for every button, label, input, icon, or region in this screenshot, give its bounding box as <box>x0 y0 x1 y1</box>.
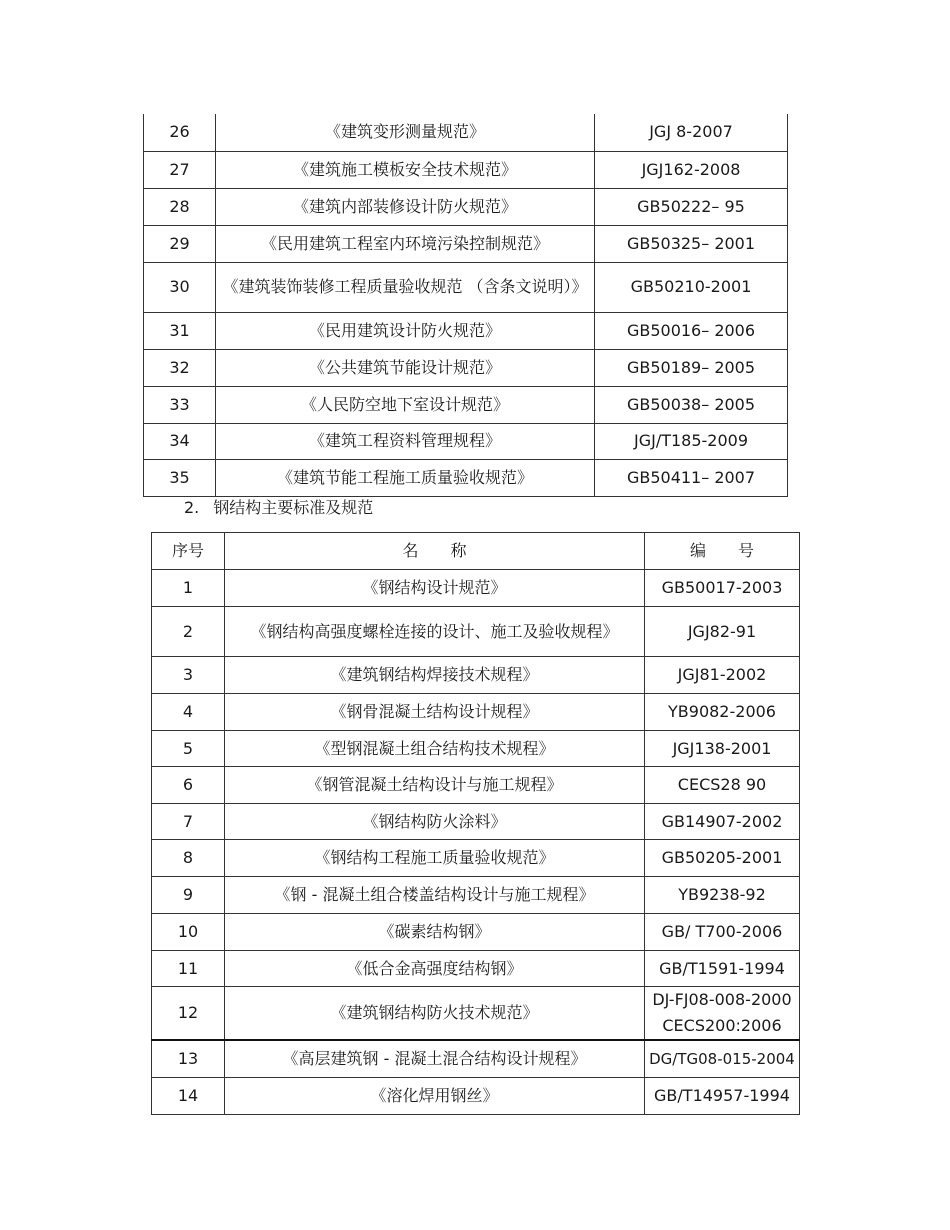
standard-code: JGJ82-91 <box>645 607 800 657</box>
standard-name: 《建筑钢结构焊接技术规程》 <box>225 657 645 694</box>
table-row <box>144 386 788 423</box>
table-row <box>152 694 800 731</box>
table-row <box>152 570 800 607</box>
standard-code: GB50016– 2006 <box>595 312 788 349</box>
standard-code: YB9082-2006 <box>645 694 800 731</box>
table-row <box>144 349 788 386</box>
row-number: 2 <box>152 607 225 657</box>
standard-name: 《民用建筑工程室内环境污染控制规范》 <box>216 225 595 262</box>
standard-code: JGJ162-2008 <box>595 151 788 188</box>
table-body <box>152 570 800 1115</box>
standard-name: 《建筑施工模板安全技术规范》 <box>216 151 595 188</box>
standard-code: GB50189– 2005 <box>595 349 788 386</box>
table-row <box>144 151 788 188</box>
standard-code-alt: CECS200:2006 <box>662 1016 782 1035</box>
table-row <box>152 731 800 767</box>
row-number: 27 <box>144 151 216 188</box>
standard-code: JGJ/T185-2009 <box>595 423 788 459</box>
header-serial-number: 序号 <box>152 533 225 570</box>
standard-code: JGJ 8-2007 <box>595 114 788 151</box>
table-row <box>144 423 788 459</box>
table-row <box>152 840 800 877</box>
table-row <box>152 1077 800 1114</box>
table-row <box>152 607 800 657</box>
standard-name: 《钢结构设计规范》 <box>225 570 645 607</box>
standard-code: GB50017-2003 <box>645 570 800 607</box>
table-row <box>144 459 788 496</box>
standard-name: 《低合金高强度结构钢》 <box>225 951 645 987</box>
standard-code: JGJ81-2002 <box>645 657 800 694</box>
standard-code: GB50411– 2007 <box>595 459 788 496</box>
row-number: 26 <box>144 114 216 151</box>
row-number: 31 <box>144 312 216 349</box>
standard-code: GB/T1591-1994 <box>645 951 800 987</box>
standard-name: 《公共建筑节能设计规范》 <box>216 349 595 386</box>
row-number: 34 <box>144 423 216 459</box>
standard-name: 《建筑内部装修设计防火规范》 <box>216 188 595 225</box>
standard-name: 《碳素结构钢》 <box>225 914 645 951</box>
table-row <box>152 1040 800 1077</box>
standard-name: 《溶化焊用钢丝》 <box>225 1077 645 1114</box>
standard-code: YB9238-92 <box>645 877 800 914</box>
table-row <box>144 225 788 262</box>
row-number: 5 <box>152 731 225 767</box>
standard-code: GB50325– 2001 <box>595 225 788 262</box>
standard-code: GB50222– 95 <box>595 188 788 225</box>
table-row <box>144 114 788 151</box>
section-heading <box>184 497 373 519</box>
row-number: 4 <box>152 694 225 731</box>
section-number: 2. <box>184 498 200 517</box>
row-number: 12 <box>152 987 225 1041</box>
row-number: 32 <box>144 349 216 386</box>
standard-name: 《高层建筑钢 - 混凝土混合结构设计规程》 <box>225 1040 645 1077</box>
standard-name: 《建筑节能工程施工质量验收规范》 <box>216 459 595 496</box>
row-number: 6 <box>152 767 225 804</box>
header-code: 编 号 <box>645 533 800 570</box>
row-number: 11 <box>152 951 225 987</box>
standard-name: 《建筑工程资料管理规程》 <box>216 423 595 459</box>
standard-name: 《钢结构防火涂料》 <box>225 804 645 840</box>
steel-structure-standards-table <box>151 532 800 1115</box>
table-row <box>144 312 788 349</box>
table-row <box>152 767 800 804</box>
standards-table-continued <box>143 114 788 497</box>
row-number: 1 <box>152 570 225 607</box>
row-number: 30 <box>144 262 216 312</box>
standard-name: 《钢管混凝土结构设计与施工规程》 <box>225 767 645 804</box>
header-row <box>152 533 800 570</box>
standard-name: 《民用建筑设计防火规范》 <box>216 312 595 349</box>
row-number: 7 <box>152 804 225 840</box>
standard-code: GB50210-2001 <box>595 262 788 312</box>
row-number: 35 <box>144 459 216 496</box>
table-row <box>152 804 800 840</box>
standard-code: GB50038– 2005 <box>595 386 788 423</box>
table-row <box>152 951 800 987</box>
table-body <box>144 114 788 496</box>
standard-name: 《钢骨混凝土结构设计规程》 <box>225 694 645 731</box>
table-row <box>144 188 788 225</box>
standard-code: GB14907-2002 <box>645 804 800 840</box>
row-number: 29 <box>144 225 216 262</box>
standard-code: JGJ138-2001 <box>645 731 800 767</box>
row-number: 8 <box>152 840 225 877</box>
standard-name: 《型钢混凝土组合结构技术规程》 <box>225 731 645 767</box>
standard-name: 《建筑变形测量规范》 <box>216 114 595 151</box>
standard-name: 《建筑钢结构防火技术规范》 <box>225 987 645 1041</box>
header-name: 名 称 <box>225 533 645 570</box>
standard-name: 《钢 - 混凝土组合楼盖结构设计与施工规程》 <box>225 877 645 914</box>
row-number: 10 <box>152 914 225 951</box>
standard-code: GB/T14957-1994 <box>645 1077 800 1114</box>
standard-code: CECS28 90 <box>645 767 800 804</box>
standard-name: 《钢结构高强度螺栓连接的设计、施工及验收规程》 <box>225 607 645 657</box>
standard-name: 《人民防空地下室设计规范》 <box>216 386 595 423</box>
row-number: 3 <box>152 657 225 694</box>
row-number: 28 <box>144 188 216 225</box>
standard-name: 《钢结构工程施工质量验收规范》 <box>225 840 645 877</box>
table-row <box>152 657 800 694</box>
standard-code-cell <box>645 987 800 1041</box>
standard-code: DG/TG08-015-2004 <box>645 1040 800 1077</box>
row-number: 9 <box>152 877 225 914</box>
table-row <box>152 914 800 951</box>
row-number: 14 <box>152 1077 225 1114</box>
standard-code: GB50205-2001 <box>645 840 800 877</box>
table-row <box>152 987 800 1041</box>
standard-code: DJ-FJ08-008-2000 <box>652 990 792 1009</box>
table-row <box>152 877 800 914</box>
table-row <box>144 262 788 312</box>
section-title: 钢结构主要标准及规范 <box>213 498 374 517</box>
table-header <box>152 533 800 570</box>
row-number: 33 <box>144 386 216 423</box>
standard-name: 《建筑装饰装修工程质量验收规范 （含条文说明）》 <box>216 262 595 312</box>
row-number: 13 <box>152 1040 225 1077</box>
standard-code: GB∕ T700-2006 <box>645 914 800 951</box>
